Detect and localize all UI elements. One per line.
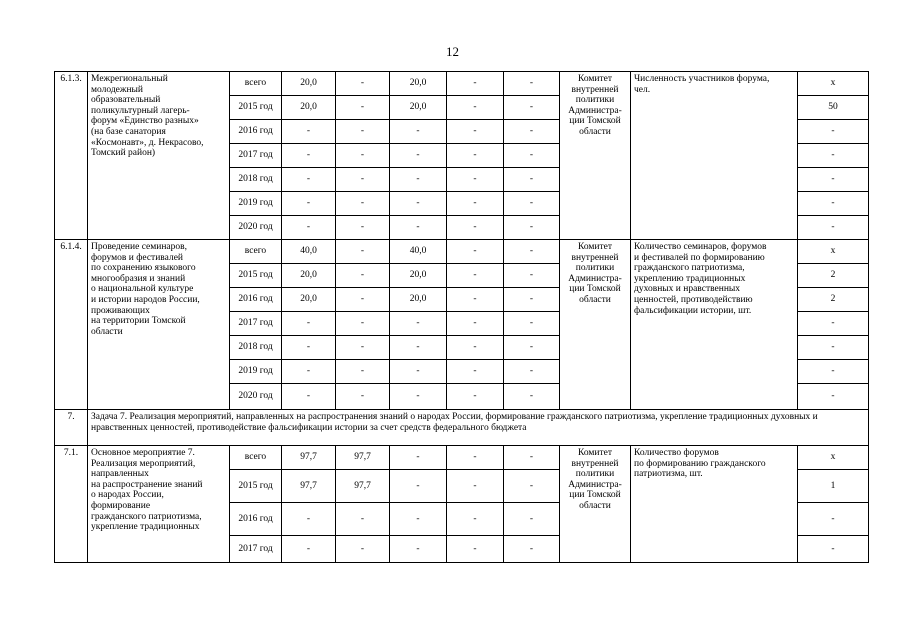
row-number: 7.1.: [55, 446, 88, 563]
regional-cell: 20,0: [390, 96, 447, 120]
regional-cell: -: [390, 312, 447, 336]
other-cell: -: [504, 312, 560, 336]
other-cell: -: [504, 288, 560, 312]
other-cell: -: [504, 144, 560, 168]
federal-cell: -: [336, 144, 390, 168]
federal-cell: -: [336, 240, 390, 264]
indicator-value: -: [798, 168, 869, 192]
indicator-name: Численность участников форума, чел.: [631, 72, 798, 240]
activity-name: Межрегиональный молодежный образовательный поликультурный лагерь- форум «Единство разных» (на базе санатория «Космонавт», д. Некрасово, Томский район): [88, 72, 230, 240]
other-cell: -: [504, 470, 560, 503]
federal-cell: -: [336, 384, 390, 410]
other-cell: -: [504, 503, 560, 536]
indicator-value: -: [798, 312, 869, 336]
total-cell: 20,0: [282, 264, 336, 288]
total-cell: 97,7: [282, 470, 336, 503]
indicator-value: x: [798, 72, 869, 96]
local-cell: -: [447, 120, 504, 144]
total-cell: -: [282, 536, 336, 563]
period-cell: 2016 год: [230, 120, 282, 144]
local-cell: -: [447, 336, 504, 360]
local-cell: -: [447, 288, 504, 312]
local-cell: -: [447, 264, 504, 288]
period-cell: 2016 год: [230, 503, 282, 536]
indicator-value: -: [798, 336, 869, 360]
other-cell: -: [504, 72, 560, 96]
period-cell: 2015 год: [230, 470, 282, 503]
responsible-organization: Комитет внутренней политики Администра- ции Томской области: [560, 72, 631, 240]
other-cell: -: [504, 446, 560, 470]
period-cell: 2017 год: [230, 536, 282, 563]
regional-cell: -: [390, 168, 447, 192]
other-cell: -: [504, 264, 560, 288]
local-cell: -: [447, 168, 504, 192]
regional-cell: -: [390, 360, 447, 384]
federal-cell: -: [336, 288, 390, 312]
indicator-value: x: [798, 446, 869, 470]
local-cell: -: [447, 96, 504, 120]
federal-cell: -: [336, 96, 390, 120]
activity-name: Основное мероприятие 7. Реализация мероприятий, направленных на распространение знаний о народах России, формирование гражданского патриотизма, укрепление традиционных: [88, 446, 230, 563]
total-cell: -: [282, 503, 336, 536]
indicator-value: 1: [798, 470, 869, 503]
program-table: [54, 71, 869, 563]
total-cell: -: [282, 120, 336, 144]
regional-cell: -: [390, 216, 447, 240]
regional-cell: -: [390, 120, 447, 144]
total-cell: -: [282, 312, 336, 336]
table-row: [55, 410, 869, 446]
total-cell: 40,0: [282, 240, 336, 264]
indicator-value: -: [798, 144, 869, 168]
federal-cell: 97,7: [336, 446, 390, 470]
federal-cell: -: [336, 72, 390, 96]
regional-cell: -: [390, 192, 447, 216]
other-cell: -: [504, 384, 560, 410]
local-cell: -: [447, 446, 504, 470]
federal-cell: -: [336, 264, 390, 288]
period-cell: 2015 год: [230, 96, 282, 120]
activity-name: Проведение семинаров, форумов и фестивалей по сохранению языкового многообразия и знаний о национальной культуре и истории народов России, проживающих на территории Томской области: [88, 240, 230, 410]
regional-cell: -: [390, 144, 447, 168]
federal-cell: -: [336, 216, 390, 240]
other-cell: -: [504, 536, 560, 563]
other-cell: -: [504, 240, 560, 264]
total-cell: -: [282, 336, 336, 360]
regional-cell: -: [390, 336, 447, 360]
local-cell: -: [447, 384, 504, 410]
period-cell: 2016 год: [230, 288, 282, 312]
indicator-value: 50: [798, 96, 869, 120]
indicator-value: -: [798, 384, 869, 410]
regional-cell: -: [390, 384, 447, 410]
other-cell: -: [504, 96, 560, 120]
responsible-organization: Комитет внутренней политики Администра- ции Томской области: [560, 240, 631, 410]
period-cell: 2019 год: [230, 192, 282, 216]
indicator-value: -: [798, 216, 869, 240]
total-cell: 20,0: [282, 96, 336, 120]
local-cell: -: [447, 240, 504, 264]
indicator-value: -: [798, 192, 869, 216]
other-cell: -: [504, 336, 560, 360]
period-cell: 2018 год: [230, 336, 282, 360]
indicator-value: -: [798, 120, 869, 144]
federal-cell: -: [336, 120, 390, 144]
other-cell: -: [504, 216, 560, 240]
indicator-value: -: [798, 536, 869, 563]
federal-cell: 97,7: [336, 470, 390, 503]
indicator-name: Количество форумов по формированию гражданского патриотизма, шт.: [631, 446, 798, 563]
local-cell: -: [447, 192, 504, 216]
total-cell: -: [282, 192, 336, 216]
regional-cell: -: [390, 470, 447, 503]
regional-cell: 20,0: [390, 288, 447, 312]
indicator-value: 2: [798, 288, 869, 312]
period-cell: 2020 год: [230, 216, 282, 240]
federal-cell: -: [336, 336, 390, 360]
indicator-value: x: [798, 240, 869, 264]
total-cell: 97,7: [282, 446, 336, 470]
other-cell: -: [504, 360, 560, 384]
regional-cell: -: [390, 446, 447, 470]
period-cell: 2017 год: [230, 144, 282, 168]
federal-cell: -: [336, 536, 390, 563]
total-cell: -: [282, 360, 336, 384]
local-cell: -: [447, 144, 504, 168]
regional-cell: -: [390, 503, 447, 536]
table-row: [55, 72, 869, 96]
period-cell: всего: [230, 72, 282, 96]
other-cell: -: [504, 168, 560, 192]
other-cell: -: [504, 120, 560, 144]
table-row: [55, 446, 869, 470]
total-cell: -: [282, 216, 336, 240]
indicator-value: -: [798, 503, 869, 536]
federal-cell: -: [336, 360, 390, 384]
period-cell: 2019 год: [230, 360, 282, 384]
period-cell: 2020 год: [230, 384, 282, 410]
indicator-value: 2: [798, 264, 869, 288]
local-cell: -: [447, 72, 504, 96]
federal-cell: -: [336, 312, 390, 336]
row-number: 7.: [55, 410, 88, 446]
indicator-name: Количество семинаров, форумов и фестивалей по формированию гражданского патриотизма, укреплению традиционных духовных и нравственных ценностей, противодействию фальсификации истории, шт.: [631, 240, 798, 410]
page-number: 12: [446, 44, 459, 59]
regional-cell: 40,0: [390, 240, 447, 264]
row-number: 6.1.3.: [55, 72, 88, 240]
row-number: 6.1.4.: [55, 240, 88, 410]
period-cell: 2018 год: [230, 168, 282, 192]
federal-cell: -: [336, 503, 390, 536]
local-cell: -: [447, 312, 504, 336]
federal-cell: -: [336, 168, 390, 192]
total-cell: -: [282, 144, 336, 168]
period-cell: всего: [230, 446, 282, 470]
period-cell: 2017 год: [230, 312, 282, 336]
total-cell: 20,0: [282, 72, 336, 96]
total-cell: -: [282, 168, 336, 192]
regional-cell: -: [390, 536, 447, 563]
local-cell: -: [447, 216, 504, 240]
regional-cell: 20,0: [390, 264, 447, 288]
total-cell: -: [282, 384, 336, 410]
local-cell: -: [447, 503, 504, 536]
indicator-value: -: [798, 360, 869, 384]
total-cell: 20,0: [282, 288, 336, 312]
local-cell: -: [447, 360, 504, 384]
responsible-organization: Комитет внутренней политики Администра- ции Томской области: [560, 446, 631, 563]
local-cell: -: [447, 536, 504, 563]
table-row: [55, 240, 869, 264]
regional-cell: 20,0: [390, 72, 447, 96]
period-cell: всего: [230, 240, 282, 264]
other-cell: -: [504, 192, 560, 216]
task-description: Задача 7. Реализация мероприятий, направленных на распространения знаний о народах России, формирование гражданского патриотизма, укрепление традиционных духовных и нравственных ценностей, противодействие фальсификации истории за счет средств федерального бюджета: [88, 410, 869, 446]
period-cell: 2015 год: [230, 264, 282, 288]
local-cell: -: [447, 470, 504, 503]
federal-cell: -: [336, 192, 390, 216]
